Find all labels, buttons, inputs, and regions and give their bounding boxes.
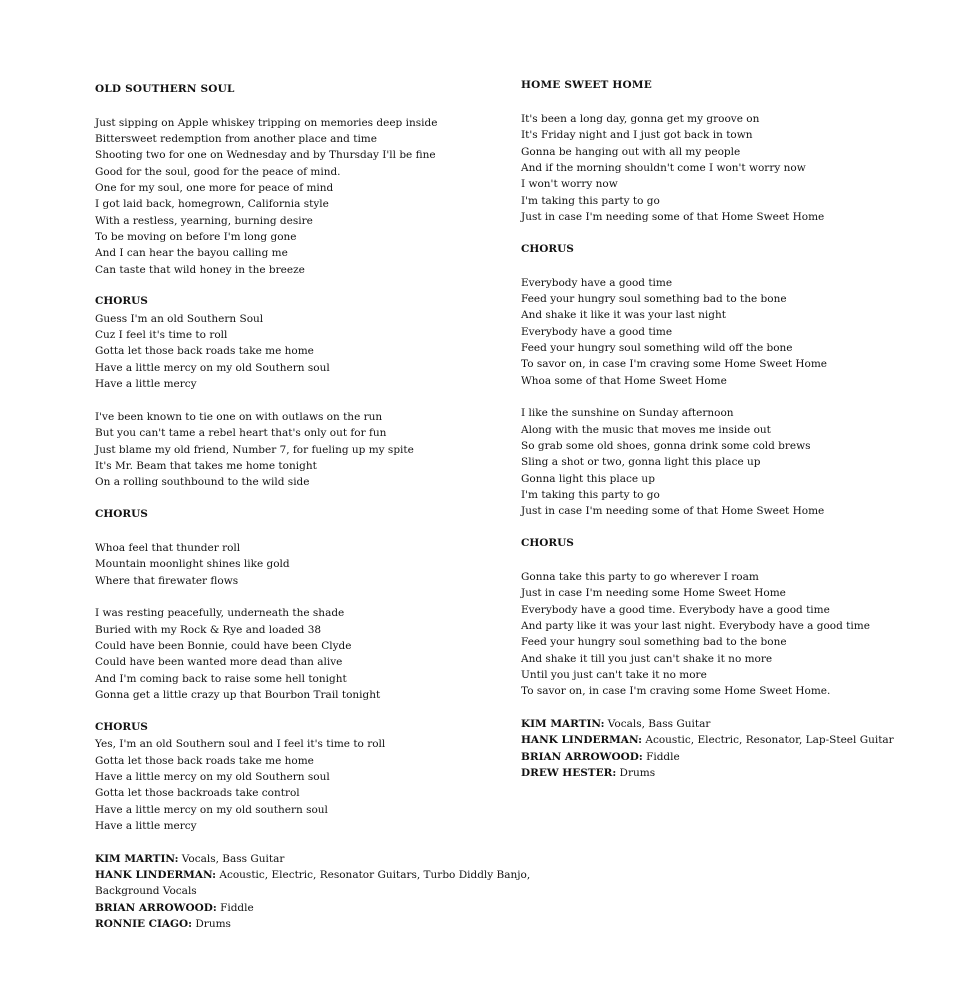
credit-role: Fiddle (216, 902, 254, 914)
song-title: OLD SOUTHERN SOUL (95, 83, 235, 95)
credit-line (95, 901, 254, 915)
credit-role: Acoustic, Electric, Resonator Guitars, Turbo Diddly Banjo, (216, 869, 531, 881)
lyric-line: To savor on, in case I'm craving some Home Sweet Home. (521, 685, 831, 697)
lyric-line: I won't worry now (521, 178, 618, 190)
credit-line (95, 868, 530, 882)
credit-name: DREW HESTER: (521, 767, 617, 779)
lyric-line: On a rolling southbound to the wild side (95, 476, 310, 488)
lyric-line: And shake it till you just can't shake it no more (521, 653, 773, 665)
lyric-line: Buried with my Rock & Rye and loaded 38 (95, 624, 322, 636)
lyric-line: To savor on, in case I'm craving some Home Sweet Home (521, 358, 828, 370)
lyric-line: To be moving on before I'm long gone (95, 231, 297, 243)
credit-line (521, 717, 710, 731)
lyric-line: Have a little mercy (95, 378, 197, 390)
chorus-label: CHORUS (95, 508, 148, 520)
lyric-line: It's Mr. Beam that takes me home tonight (95, 460, 317, 472)
lyric-line: Could have been wanted more dead than alive (95, 656, 343, 668)
lyric-line: I'm taking this party to go (521, 489, 660, 501)
lyric-line: Feed your hungry soul something bad to the bone (521, 293, 787, 305)
credit-role: Drums (192, 918, 231, 930)
lyric-line: Have a little mercy (95, 820, 197, 832)
lyric-line: And I can hear the bayou calling me (95, 247, 288, 259)
lyric-line: Gotta let those back roads take me home (95, 345, 314, 357)
lyric-line: It's Friday night and I just got back in town (521, 129, 753, 141)
lyric-line: Could have been Bonnie, could have been Clyde (95, 640, 352, 652)
lyric-line: And party like it was your last night. Everybody have a good time (521, 620, 870, 632)
chorus-label: CHORUS (521, 537, 574, 549)
lyric-line: I'm taking this party to go (521, 195, 660, 207)
lyric-line: And if the morning shouldn't come I won't worry now (521, 162, 806, 174)
credit-line (95, 884, 197, 898)
credit-role: Vocals, Bass Guitar (604, 718, 711, 730)
lyric-line: Gonna get a little crazy up that Bourbon Trail tonight (95, 689, 381, 701)
lyric-line: Until you just can't take it no more (521, 669, 707, 681)
song-title: HOME SWEET HOME (521, 79, 652, 91)
credit-role: Drums (616, 767, 656, 779)
lyric-line: Gonna light this place up (521, 473, 655, 485)
lyric-line: Good for the soul, good for the peace of mind. (95, 166, 341, 178)
lyric-line: Mountain moonlight shines like gold (95, 558, 290, 570)
lyric-line: So grab some old shoes, gonna drink some cold brews (521, 440, 811, 452)
credit-role: Vocals, Bass Guitar (178, 853, 285, 865)
credit-line (521, 750, 680, 764)
credit-role: Acoustic, Electric, Resonator, Lap-Steel Guitar (642, 734, 894, 746)
credit-line (521, 733, 894, 747)
credit-role: Background Vocals (95, 885, 197, 897)
lyric-line: Have a little mercy on my old Southern soul (95, 362, 330, 374)
credit-name: KIM MARTIN: (95, 853, 179, 865)
lyric-line: I got laid back, homegrown, California style (95, 198, 329, 210)
lyric-line: Everybody have a good time (521, 326, 673, 338)
lyric-line: Sling a shot or two, gonna light this place up (521, 456, 761, 468)
lyric-line: One for my soul, one more for peace of mind (95, 182, 334, 194)
lyric-line: Gonna take this party to go wherever I roam (521, 571, 759, 583)
lyric-line: And shake it like it was your last night (521, 309, 726, 321)
chorus-label: CHORUS (95, 721, 148, 733)
lyric-line: Feed your hungry soul something bad to the bone (521, 636, 787, 648)
lyric-line: Along with the music that moves me inside out (521, 424, 771, 436)
lyric-line: Whoa feel that thunder roll (95, 542, 241, 554)
lyric-line: Yes, I'm an old Southern soul and I feel it's time to roll (95, 738, 386, 750)
lyric-line: I've been known to tie one on with outlaws on the run (95, 411, 383, 423)
lyric-line: Gotta let those backroads take control (95, 787, 300, 799)
lyric-line: Gonna be hanging out with all my people (521, 146, 741, 158)
lyric-line: Gotta let those back roads take me home (95, 755, 314, 767)
lyric-line: With a restless, yearning, burning desire (95, 215, 313, 227)
lyric-line: Cuz I feel it's time to roll (95, 329, 228, 341)
lyric-line: Have a little mercy on my old southern soul (95, 804, 328, 816)
lyric-line: Bittersweet redemption from another place and time (95, 133, 377, 145)
lyric-line: Everybody have a good time (521, 277, 673, 289)
lyric-line: But you can't tame a rebel heart that's only out for fun (95, 427, 387, 439)
lyric-line: It's been a long day, gonna get my groove on (521, 113, 760, 125)
credit-name: HANK LINDERMAN: (521, 734, 643, 746)
lyric-line: I was resting peacefully, underneath the shade (95, 607, 345, 619)
chorus-label: CHORUS (95, 295, 148, 307)
credit-role: Fiddle (642, 751, 680, 763)
lyric-line: Just in case I'm needing some of that Home Sweet Home (521, 211, 825, 223)
credit-line (521, 766, 655, 780)
lyric-line: Just blame my old friend, Number 7, for fueling up my spite (95, 444, 414, 456)
credit-line (95, 852, 284, 866)
credit-name: RONNIE CIAGO: (95, 918, 193, 930)
credit-name: KIM MARTIN: (521, 718, 605, 730)
lyric-line: Just in case I'm needing some of that Home Sweet Home (521, 505, 825, 517)
lyric-line: Just in case I'm needing some Home Sweet Home (521, 587, 786, 599)
chorus-label: CHORUS (521, 243, 574, 255)
credit-line (95, 917, 231, 931)
lyric-line: Everybody have a good time. Everybody have a good time (521, 604, 830, 616)
lyric-line: Whoa some of that Home Sweet Home (521, 375, 727, 387)
lyric-line: Can taste that wild honey in the breeze (95, 264, 305, 276)
lyric-line: Where that firewater flows (95, 575, 239, 587)
lyric-line: I like the sunshine on Sunday afternoon (521, 407, 734, 419)
lyric-line: Guess I'm an old Southern Soul (95, 313, 264, 325)
credit-name: BRIAN ARROWOOD: (521, 751, 643, 763)
credit-name: BRIAN ARROWOOD: (95, 902, 217, 914)
lyric-line: Just sipping on Apple whiskey tripping on memories deep inside (95, 117, 438, 129)
credit-name: HANK LINDERMAN: (95, 869, 217, 881)
lyric-line: And I'm coming back to raise some hell tonight (95, 673, 347, 685)
lyric-line: Shooting two for one on Wednesday and by Thursday I'll be fine (95, 149, 436, 161)
lyric-line: Have a little mercy on my old Southern soul (95, 771, 330, 783)
lyric-line: Feed your hungry soul something wild off the bone (521, 342, 793, 354)
